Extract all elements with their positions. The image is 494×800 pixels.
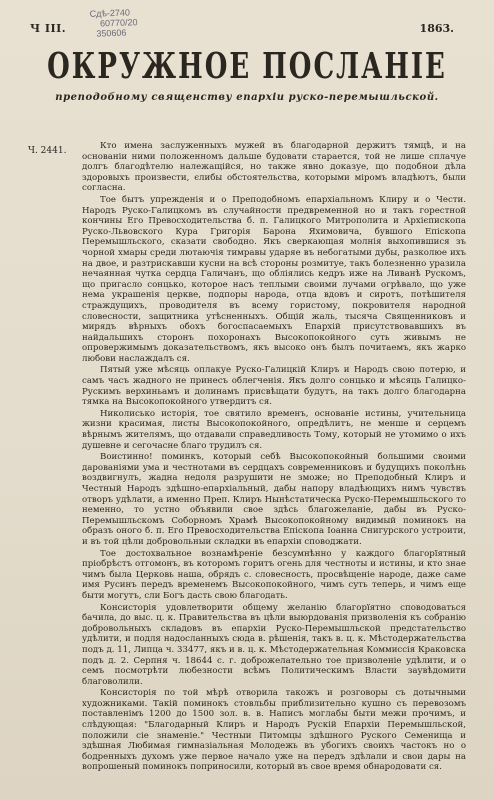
paragraph: Тое достохвальное вознамѣреніе безсумнѣнно у каждого благорїятный пріобрѣстъ отгомонъ, въ которомъ горитъ огень для честноты и истины, и кто знае чимъ была Церковь наша, обрядъ с. словесность, просвѣщеніе народе, даже саме имя Русинъ передъ временемъ Высокопокойного, чимъ суть теперь, и чимъ еще быти могутъ, сли Богъ дасть свою благодать. [82, 548, 466, 601]
paragraph: Пятый уже мѣсяць оплакуе Руско-Галицкій Клиръ и Народъ свою потерю, и самъ часъ жадного не принесъ облегченія. Якъ долго сонцько и мѣсяць Галицко-Рускимъ верхиньамъ и долинамъ присвѣщати будутъ, на такъ долго благодарна тямка на Высокопокойного утвердитъ ся. [82, 365, 466, 408]
document-number: Ч. 2441. [28, 146, 67, 156]
archive-stamp [89, 7, 138, 39]
paragraph: Воистинно! поминкъ, который себѣ Высокопокойный большими своими дарованіями ума и честнотами въ сердцахъ современниковъ и будущихъ поколѣнь воздвигнулъ, жадна недоля разрушити не зможе; но Преподобный Клиръ и Честный Народъ здѣшно-епархіальный, дабы напору владѣющихъ нимъ чувствъ отворъ удѣлати, а именно Преп. Клиръ Нынѣстатическа Руско-Перемышльского то неменно, то устно объявили свое здѣсь благожеланіе, дабы въ Руско-Перемышльскомъ Соборномъ Храмѣ Высокопокойному видимый поминокъ на образъ оного б. п. Его Превосходительства Епіскопа Іоанна Снигурского устроити, и въ той цѣли добровольныи складки въ епархіи споводжати. [82, 452, 466, 547]
stamp-line: Сдѣ-2740 [89, 7, 131, 19]
part-number: Ч III. [30, 22, 67, 35]
stamp-line: 60770/20 [99, 17, 138, 29]
document-body [82, 141, 466, 774]
paragraph: Тое бытъ упрежденія и о Преподобномъ епархіальномъ Клиру и о Чести. Народъ Руско-Галицкомъ въ случайности предвременной но и такъ горестной кончины Его Превосходительства б. п. Галицкого Митрополита и Архієпископа Руско-Львовского Кура Григорія Барона Яхимовича, бувшого Епіскопа Перемышльского, сказати свободно. Якъ сверкающая молнія выхопившися зъ чорной хмары среди лютаючія тимравы ударяе въ небогатыми дубы, разколюе ихъ на двое, и разтрискавши кусни на всѣ стороны розмитуе, такъ болезненно уразила нечаянная чутка сердца Галичанъ, що обліялись кедръ иже на Ливанѣ Рускомъ, що пригасло сонцько, которое насъ теплыми своими лучами огрѣвало, що уже нема украшенія церкве, подпоры народа, отца вдовъ и сиротъ, потѣшителя страждущихъ, проводителя въ всему гористому, покровителя народной словесности, защитника утѣсненныхъ. Общій жаль, тысяча Священниковъ и мирядъ вѣрныхъ обохъ богоспасаемыхъ Епархій присутствовавшихъ въ найдальшихъ сторонъ похоронахъ Высокопокойного суть живымъ не опровержимымъ доказательствомъ, якъ высоко онъ былъ почитаемъ, якъ жарко любови наслаждалъ ся. [82, 194, 466, 364]
paragraph: Кто имена заслуженныхъ мужей въ благодарной держитъ тямцѣ, и на основаніи ними положенномъ дальше будовати старается, той не лише сплачуе долгъ благодѣтелю належащійся, но также явно доказуе, що подобнои дѣла здоровыхъ произвести, єлибы обстоятельства, которыми міромъ владѣютъ, были согласна. [82, 141, 466, 194]
paragraph: Николисько исторія, тое святило временъ, основаніе истины, учительница жизни красимая, листы Высокопокойного, опредѣлитъ, не менше и серцемъ вѣрнымъ жителямъ, що отдавали справедливость Тому, который не утомимо о ихъ душевне и сегочасне благо трудилъ ся. [82, 408, 466, 451]
paragraph: Консисторія по той мѣрѣ отворила такожъ и розговоры съ дотычными художниками. Такій поминокъ стовльбы приблизительно кушно съ перевозомъ поставленімъ 1200 до 1500 зол. в. в. Написъ моглабы быти межи прочимъ, и слѣдующая: "Благодарный Клиръ и Народъ Рускій Епархіи Перемышльской, положили сіе знаменіе." Честныи Питомцы здѣшного Руского Семенища и здѣшная Любимая гимназіальная Молодежь въ убогихъ своихъ частокъ но о бодренныхъ духомъ уже первое начало уже на передъ здѣлали и свои дары на вопрошеный поминокъ поприносили, который въ свое время обнародовати ся. [82, 688, 466, 773]
year: 1863. [419, 22, 454, 35]
stamp-line: 350606 [96, 27, 127, 39]
document-subtitle: преподобному священству епархіи руско-перемышльской. [55, 92, 439, 103]
document-title: ОКРУЖНОЕ ПОСЛАНІЕ [47, 46, 447, 88]
paragraph: Консисторія удовлетворити общему желанію благорїятно споводоваться бачила, до выс. ц. к. Правительства въ цѣли выюрдованія призволенія къ собранію добровольныхъ складовъ въ епархіи Руско-Перемышльской предстательство удѣлити, и подля надосланныхъ сюда в. рѣшенія, такъ в. ц. к. Мѣстодержательства подъ д. 11, Липца ч. 33477, якъ и в. ц. к. Мѣстодержательная Коммиссія Краковска подъ д. 2. Серпня ч. 18644 с. г. доброжелательно тое призволеніе удѣлити, и о семъ посмотрѣти любезности всѣмъ Политическимъ Власти заувѣдомити благоволили. [82, 602, 466, 687]
